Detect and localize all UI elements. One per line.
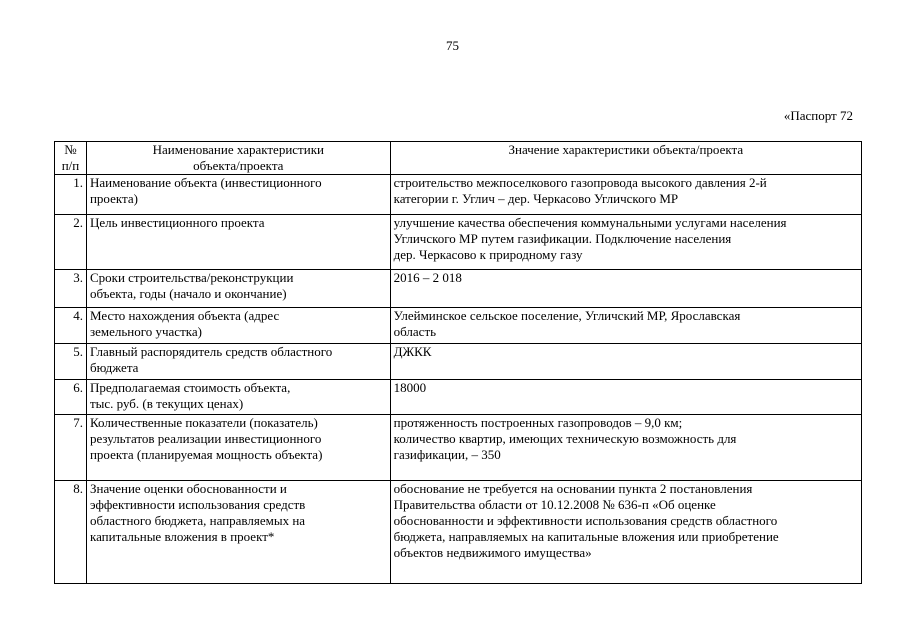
row-characteristic-name: Цель инвестиционного проекта xyxy=(86,215,390,270)
table-row xyxy=(55,308,862,344)
row-characteristic-name: Наименование объекта (инвестиционного проекта) xyxy=(86,175,390,215)
table-row xyxy=(55,481,862,584)
row-number: 1. xyxy=(55,175,87,215)
row-number: 5. xyxy=(55,344,87,380)
row-number: 3. xyxy=(55,270,87,308)
row-characteristic-value: строительство межпоселкового газопровода высокого давления 2-й категории г. Углич – дер. Черкасово Угличского МР xyxy=(390,175,861,215)
row-characteristic-value: обоснование не требуется на основании пункта 2 постановления Правительства области от 10.12.2008 № 636-п «Об оценке обоснованности и эффективности использования средств областного бюджета, направляемых на капитальные вложения или приобретение объектов недвижимого имущества» xyxy=(390,481,861,584)
row-characteristic-value: 2016 – 2 018 xyxy=(390,270,861,308)
document-title: «Паспорт 72 xyxy=(783,108,853,123)
row-characteristic-name: Значение оценки обоснованности и эффективности использования средств областного бюджета, направляемых на капитальные вложения в проект* xyxy=(86,481,390,584)
row-characteristic-name: Сроки строительства/реконструкции объекта, годы (начало и окончание) xyxy=(86,270,390,308)
header-number: № п/п xyxy=(55,142,87,175)
table-row xyxy=(55,380,862,415)
passport-table xyxy=(54,141,862,584)
table-row xyxy=(55,415,862,481)
row-number: 8. xyxy=(55,481,87,584)
row-number: 6. xyxy=(55,380,87,415)
row-characteristic-value: улучшение качества обеспечения коммунальными услугами населения Угличского МР путем газификации. Подключение населения дер. Черкасово к природному газу xyxy=(390,215,861,270)
row-characteristic-value: 18000 xyxy=(390,380,861,415)
row-characteristic-name: Предполагаемая стоимость объекта, тыс. руб. (в текущих ценах) xyxy=(86,380,390,415)
row-characteristic-value: Улейминское сельское поселение, Угличский МР, Ярославская область xyxy=(390,308,861,344)
row-characteristic-name: Главный распорядитель средств областного бюджета xyxy=(86,344,390,380)
table-row xyxy=(55,270,862,308)
row-characteristic-name: Место нахождения объекта (адрес земельного участка) xyxy=(86,308,390,344)
page-number: 75 xyxy=(446,38,459,53)
header-name: Наименование характеристики объекта/проекта xyxy=(86,142,390,175)
table-row xyxy=(55,175,862,215)
table-row xyxy=(55,215,862,270)
row-number: 7. xyxy=(55,415,87,481)
row-characteristic-value: протяженность построенных газопроводов – 9,0 км; количество квартир, имеющих техническую возможность для газификации, – 350 xyxy=(390,415,861,481)
row-characteristic-value: ДЖКК xyxy=(390,344,861,380)
row-number: 2. xyxy=(55,215,87,270)
row-characteristic-name: Количественные показатели (показатель) результатов реализации инвестиционного проекта (планируемая мощность объекта) xyxy=(86,415,390,481)
table-row xyxy=(55,344,862,380)
table-header-row xyxy=(55,142,862,175)
row-number: 4. xyxy=(55,308,87,344)
header-value: Значение характеристики объекта/проекта xyxy=(390,142,861,175)
